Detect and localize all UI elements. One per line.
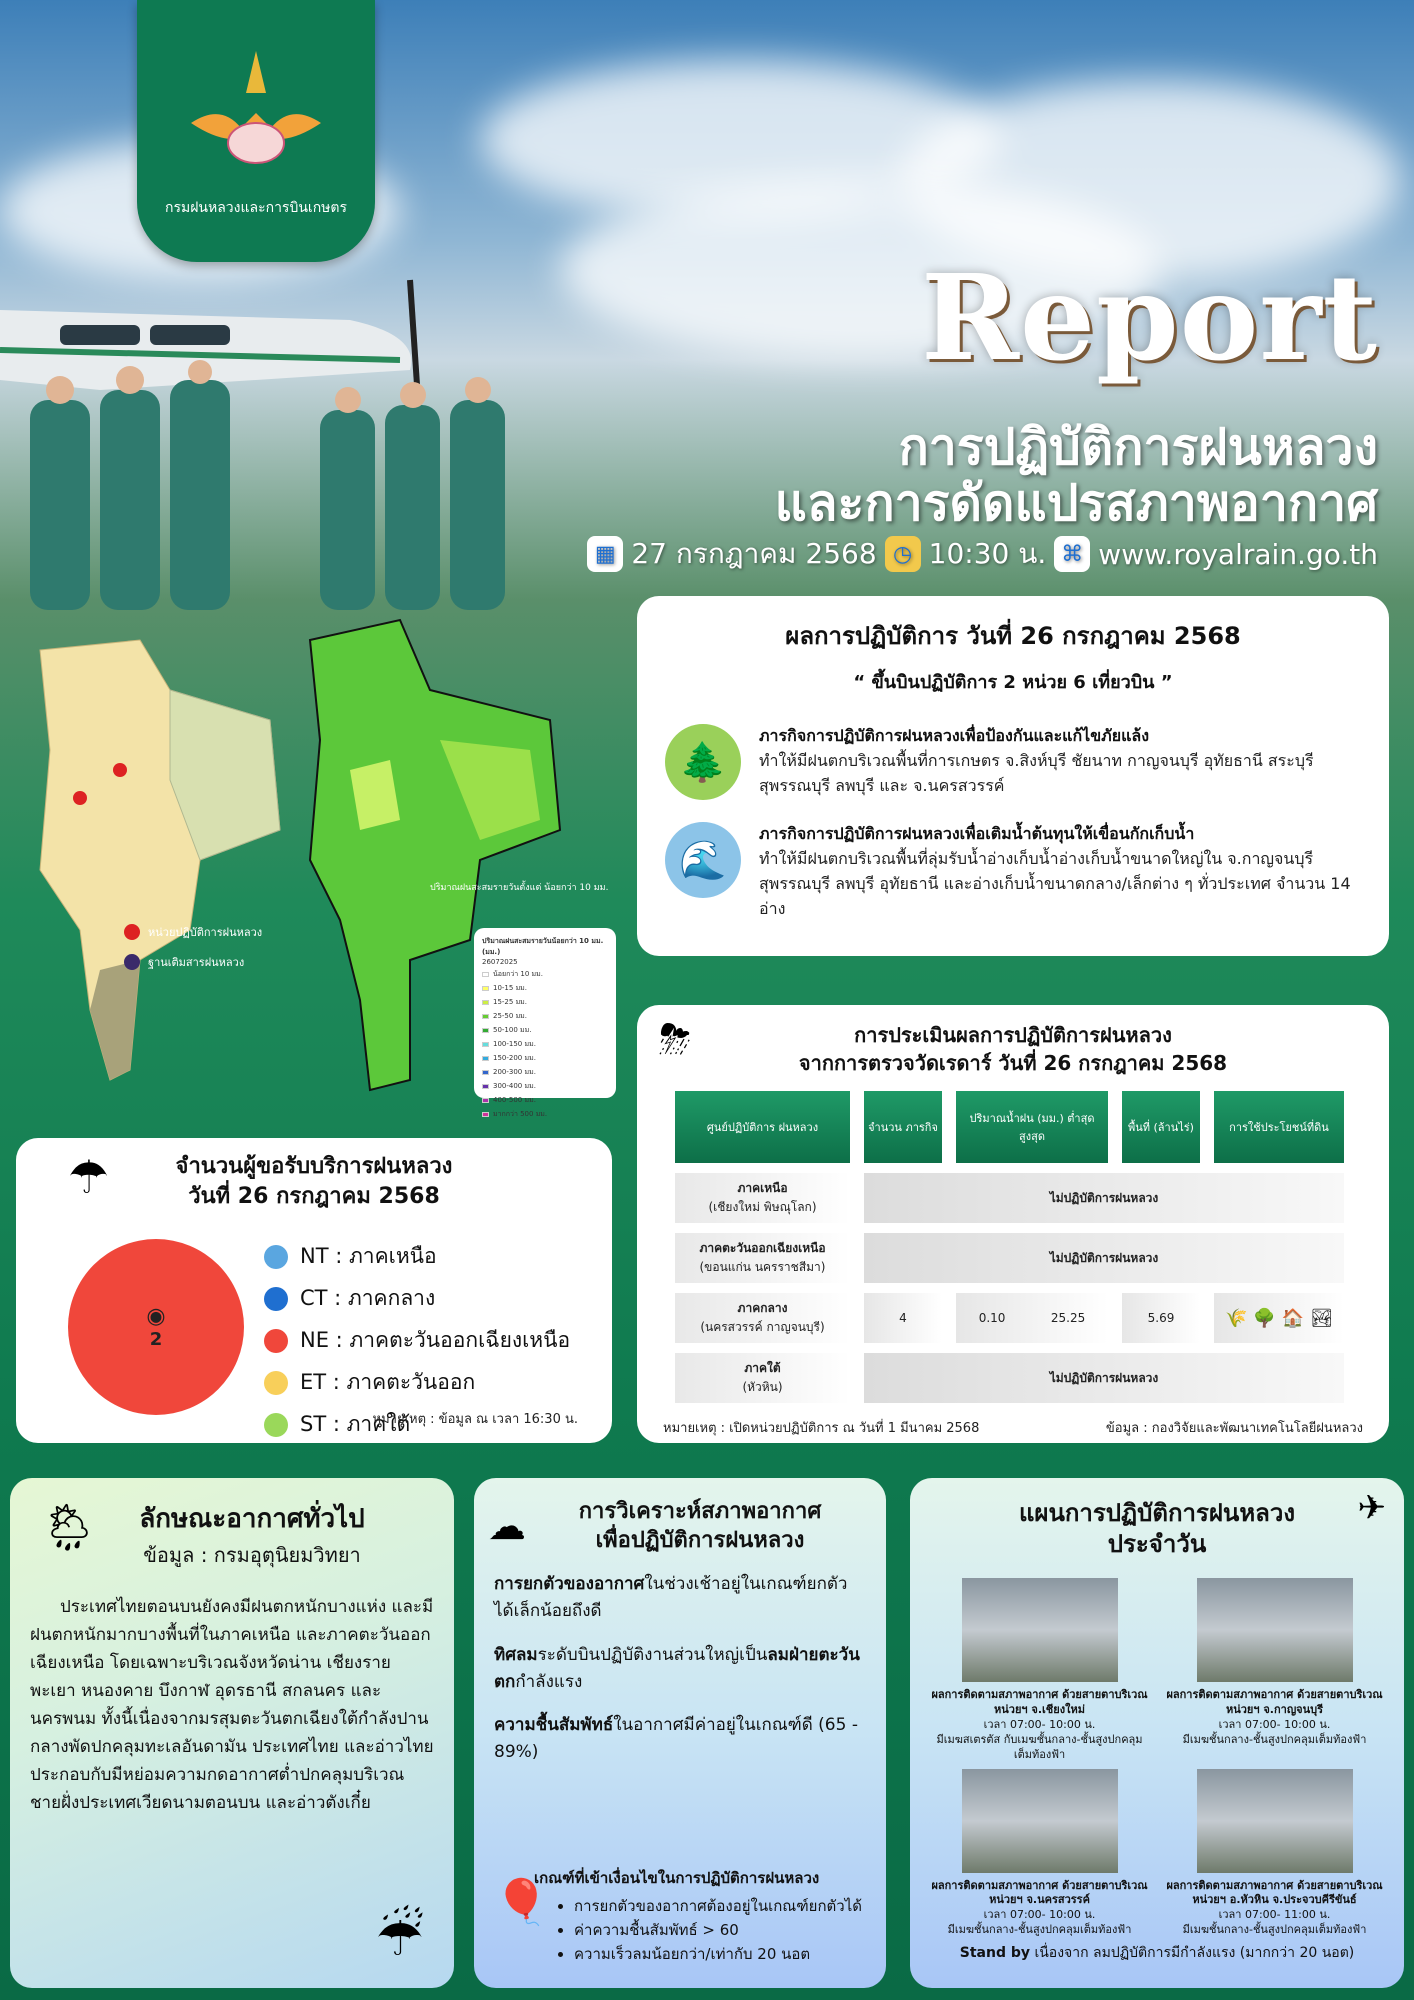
crew-image [20,370,520,620]
unit-marker-icon [73,791,87,805]
weather-photo-card: ผลการติดตามสภาพอากาศ ด้วยสายตาบริเวณหน่วยฯ จ.เชียงใหม่ เวลา 07:00- 10:00 น. มีเมฆสเตรตัส กับเมฆชั้นกลาง-ชั้นสูงปกคลุมเต็มท้องฟ้า [930,1578,1149,1762]
pie-legend-item: ST : ภาคใต้ [264,1408,570,1441]
legend-date: 26072025 [482,958,518,966]
sky-photo [962,1769,1118,1873]
org-name: กรมฝนหลวงและการบินเกษตร [164,200,348,216]
dam-icon: 🌊 [665,822,741,898]
rainfall-cell: 0.10 25.25 [956,1293,1108,1343]
requests-pie-chart [68,1239,244,1415]
plan-title-line1: แผนการปฏิบัติการฝนหลวง [1018,1499,1296,1527]
daily-plan-panel [910,1478,1404,1988]
rain-umbrella-icon: ☔ [375,1905,424,1968]
analysis-wind: ทิศลมระดับบินปฏิบัติงานส่วนใหญ่เป็นลมฝ่ายตะวันตกกำลังแรง [494,1644,860,1692]
clock-icon: ◷ [885,536,921,572]
plan-title-line2: ประจำวัน [1107,1530,1207,1559]
unit-pin-icon [124,924,140,940]
base-pin-icon [124,954,140,970]
radar-source: ข้อมูล : กองวิจัยและพัฒนาเทคโนโลยีฝนหลวง [1105,1421,1363,1436]
legend-title: ปริมาณฝนสะสมรายวันน้อยกว่า 10 มม. (มม.) [482,937,604,956]
legend-item: 200-300 มม. [482,1067,608,1078]
radar-cloud-icon: ⛈ [659,1017,691,1063]
analysis-title-line2: เพื่อปฏิบัติการฝนหลวง [595,1527,805,1553]
criteria-title: เกณฑ์ที่เข้าเงื่อนไขในการปฏิบัติการฝนหลวง [534,1869,820,1887]
status-cell: ไม่ปฏิบัติการฝนหลวง [864,1173,1344,1223]
criteria-item: • ค่าความชื้นสัมพัทธ์ > 60 [574,1918,862,1942]
mission-title: ภารกิจการปฏิบัติการฝนหลวงเพื่อป้องกันและแก้ไขภัยแล้ง [759,726,1149,745]
legend-item: น้อยกว่า 10 มม. [482,969,608,980]
ops-title: ผลการปฏิบัติการ วันที่ 26 กรกฎาคม 2568 [785,622,1241,650]
ops-subtitle: “ ขึ้นบินปฏิบัติการ 2 หน่วย 6 เที่ยวบิน ” [853,672,1173,693]
pie-legend-item: CT : ภาคกลาง [264,1282,570,1315]
weather-source: ข้อมูล : กรมอุตุนิยมวิทยา [143,1543,361,1567]
umbrella-icon: ☂ [68,1150,110,1204]
pie-center-label: 2 [149,1329,163,1350]
analysis-title-line1: การวิเคราะห์สภาพอากาศ [578,1499,822,1524]
legend-item: 100-150 มม. [482,1039,608,1050]
forest-icon: 🌲 [665,724,741,800]
page-title-line1: การปฏิบัติการฝนหลวง [898,417,1378,476]
region-cell: ภาคเหนือ (เชียงใหม่ พิษณุโลก) [675,1173,850,1223]
thailand-unit-map [20,630,290,1090]
weather-photo-card: ผลการติดตามสภาพอากาศ ด้วยสายตาบริเวณหน่วยฯ จ.นครสวรรค์ เวลา 07:00- 10:00 น. มีเมฆชั้นกลาง-ชั้นสูงปกคลุมเต็มท้องฟ้า [930,1769,1149,1938]
region-cell: ภาคตะวันออกเฉียงเหนือ (ขอนแก่น นครราชสีมา) [675,1233,850,1283]
report-heading: Report [920,248,1378,387]
legend-dot [264,1371,288,1395]
requests-title-line1: จำนวนผู้ขอรับบริการฝนหลวง [175,1154,453,1179]
legend-item: 400-500 มม. [482,1095,608,1106]
requests-note: หมายเหตุ : ข้อมูล ณ เวลา 16:30 น. [372,1412,578,1427]
rainfall-legend [474,928,616,1118]
region-cell: ภาคกลาง (นครสวรรค์ กาญจนบุรี) [675,1293,850,1343]
mission-text: ทำให้มีฝนตกบริเวณพื้นที่ลุ่มรับน้ำอ่างเก็บน้ำอ่างเก็บน้ำขนาดใหญ่ใน จ.กาญจนบุรี สุพรรณบุรี ลพบุรี อุทัยธานี และอ่างเก็บน้ำขนาดกลาง/เล็กต่าง ๆ ทั่วประเทศ จำนวน 14 อ่าง [759,849,1351,918]
missions-cell: 4 [864,1293,942,1343]
legend-item: มากกว่า 500 มม. [482,1109,608,1120]
radar-evaluation-card [637,1005,1389,1443]
criteria-item: • การยกตัวของอากาศต้องอยู่ในเกณฑ์ยกตัวได้ [574,1894,862,1918]
requests-title-line2: วันที่ 26 กรกฎาคม 2568 [188,1183,440,1209]
radar-note: หมายเหตุ : เปิดหน่วยปฏิบัติการ ณ วันที่ 1 มีนาคม 2568 [663,1421,980,1436]
airplane-icon: ✈ [1357,1488,1386,1528]
legend-dot [264,1245,288,1269]
legend-dot [264,1329,288,1353]
region-cell: ภาคใต้ (หัวหิน) [675,1353,850,1403]
report-time: 10:30 น. [928,537,1047,570]
analysis-panel [474,1478,886,1988]
table-header: ศูนย์ปฏิบัติการ ฝนหลวง [675,1091,850,1163]
legend-item: 25-50 มม. [482,1011,608,1022]
date-time-line [587,532,1378,576]
rain-caption: ปริมาณฝนสะสมรายวันตั้งแต่ น้อยกว่า 10 มม. [430,883,609,893]
table-header: การใช้ประโยชน์ที่ดิน [1214,1091,1344,1163]
sky-photo [1197,1578,1353,1682]
sky-photo [962,1578,1118,1682]
criteria-item: • ความเร็วลมน้อยกว่า/เท่ากับ 20 นอต [574,1942,862,1966]
operation-results-card [637,596,1389,956]
user-icon: ◉ [146,1304,166,1329]
analysis-humidity: ความชื้นสัมพัทธ์ในอากาศมีค่าอยู่ในเกณฑ์ดี (65 - 89%) [494,1714,858,1763]
pie-legend-item: NT : ภาคเหนือ [264,1240,570,1273]
base-legend-label: ฐานเติมสารฝนหลวง [148,956,245,969]
status-cell: ไม่ปฏิบัติการฝนหลวง [864,1353,1344,1403]
mission-text: ทำให้มีฝนตกบริเวณพื้นที่การเกษตร จ.สิงห์บุรี ชัยนาท กาญจนบุรี อุทัยธานี สระบุรี สุพรรณบุรี ลพบุรี และ จ.นครสวรรค์ [759,751,1314,795]
house-icon: 🏠 [1281,1307,1305,1329]
radar-table [675,1091,1363,1403]
mission-item [665,724,1361,800]
radar-title-line1: การประเมินผลการปฏิบัติการฝนหลวง [854,1023,1172,1047]
standby-note: Stand by เนื่องจาก ลมปฏิบัติการมีกำลังแรง (มากกว่า 20 นอต) [959,1944,1355,1961]
legend-item: 15-25 มม. [482,997,608,1008]
dam-icon: 🏞 [1310,1307,1334,1329]
pie-legend-item: ET : ภาคตะวันออก [264,1366,570,1399]
balloon-icon: 🎈 [494,1877,549,1928]
weather-panel [10,1478,454,1988]
weather-text: ประเทศไทยตอนบนยังคงมีฝนตกหนักบางแห่ง และมีฝนตกหนักมากบางพื้นที่ในภาคเหนือ และภาคตะวันออกเฉียงเหนือ โดยเฉพาะบริเวณจังหวัดน่าน เชียงราย พะเยา หนองคาย บึงกาฬ อุดรธานี สกลนคร และนครพนม ทั้งนี้เนื่องจากมรสุมตะวันตกเฉียงใต้กำลังปานกลางพัดปกคลุมทะเลอันดามัน ประเทศไทย และอ่าวไทย ประกอบกับมีหย่อมความกดอากาศต่ำปกคลุมบริเวณชายฝั่งประเทศเวียดนามตอนบน และอ่าวตังเกี๋ย [30,1597,434,1814]
requests-card [16,1138,612,1443]
area-cell: 5.69 [1122,1293,1200,1343]
web-icon: ⌘ [1054,536,1090,572]
table-header: พื้นที่ (ล้านไร่) [1122,1091,1200,1163]
criteria-box [534,1866,862,1966]
unit-marker-icon [113,763,127,777]
mission-title: ภารกิจการปฏิบัติการฝนหลวงเพื่อเติมน้ำต้นทุนให้เขื่อนกักเก็บน้ำ [759,824,1195,843]
weather-title: ลักษณะอากาศทั่วไป [139,1504,365,1534]
weather-globe-icon: 🌦 [40,1500,99,1554]
table-header: จำนวน ภารกิจ [864,1091,942,1163]
pie-legend-item: NE : ภาคตะวันออกเฉียงเหนือ [264,1324,570,1357]
table-header: ปริมาณน้ำฝน (มม.) ต่ำสุด สูงสุด [956,1091,1108,1163]
analysis-lift: การยกตัวของอากาศในช่วงเช้าอยู่ในเกณฑ์ยกตัวได้เล็กน้อยถึงดี [494,1574,848,1622]
calendar-icon: ▦ [587,536,623,572]
report-date: 27 กรกฎาคม 2568 [631,537,877,570]
mission-item [665,822,1361,921]
org-logo [137,0,375,262]
rice-icon: 🌾 [1224,1307,1248,1329]
legend-dot [264,1287,288,1311]
royal-emblem-icon [181,43,331,193]
legend-item: 300-400 มม. [482,1081,608,1092]
website-link[interactable]: www.royalrain.go.th [1098,537,1378,571]
legend-item: 50-100 มม. [482,1025,608,1036]
cloud-sync-icon: ☁ [488,1504,526,1548]
page-title-line2: และการดัดแปรสภาพอากาศ [774,473,1378,532]
sky-photo [1197,1769,1353,1873]
unit-legend-label: หน่วยปฏิบัติการฝนหลวง [148,926,263,939]
status-cell: ไม่ปฏิบัติการฝนหลวง [864,1233,1344,1283]
legend-dot [264,1413,288,1437]
tree-icon: 🌳 [1253,1307,1276,1329]
legend-item: 10-15 มม. [482,983,608,994]
legend-item: 150-200 มม. [482,1053,608,1064]
weather-photo-card: ผลการติดตามสภาพอากาศ ด้วยสายตาบริเวณหน่วยฯ อ.หัวหิน จ.ประจวบคีรีขันธ์ เวลา 07:00- 11:00 น. มีเมฆชั้นกลาง-ชั้นสูงปกคลุมเต็มท้องฟ้า [1165,1769,1384,1938]
weather-photo-card: ผลการติดตามสภาพอากาศ ด้วยสายตาบริเวณหน่วยฯ จ.กาญจนบุรี เวลา 07:00- 10:00 น. มีเมฆชั้นกลาง-ชั้นสูงปกคลุมเต็มท้องฟ้า [1165,1578,1384,1762]
landuse-cell [1214,1293,1344,1343]
radar-title-line2: จากการตรวจวัดเรดาร์ วันที่ 26 กรกฎาคม 2568 [798,1051,1228,1075]
